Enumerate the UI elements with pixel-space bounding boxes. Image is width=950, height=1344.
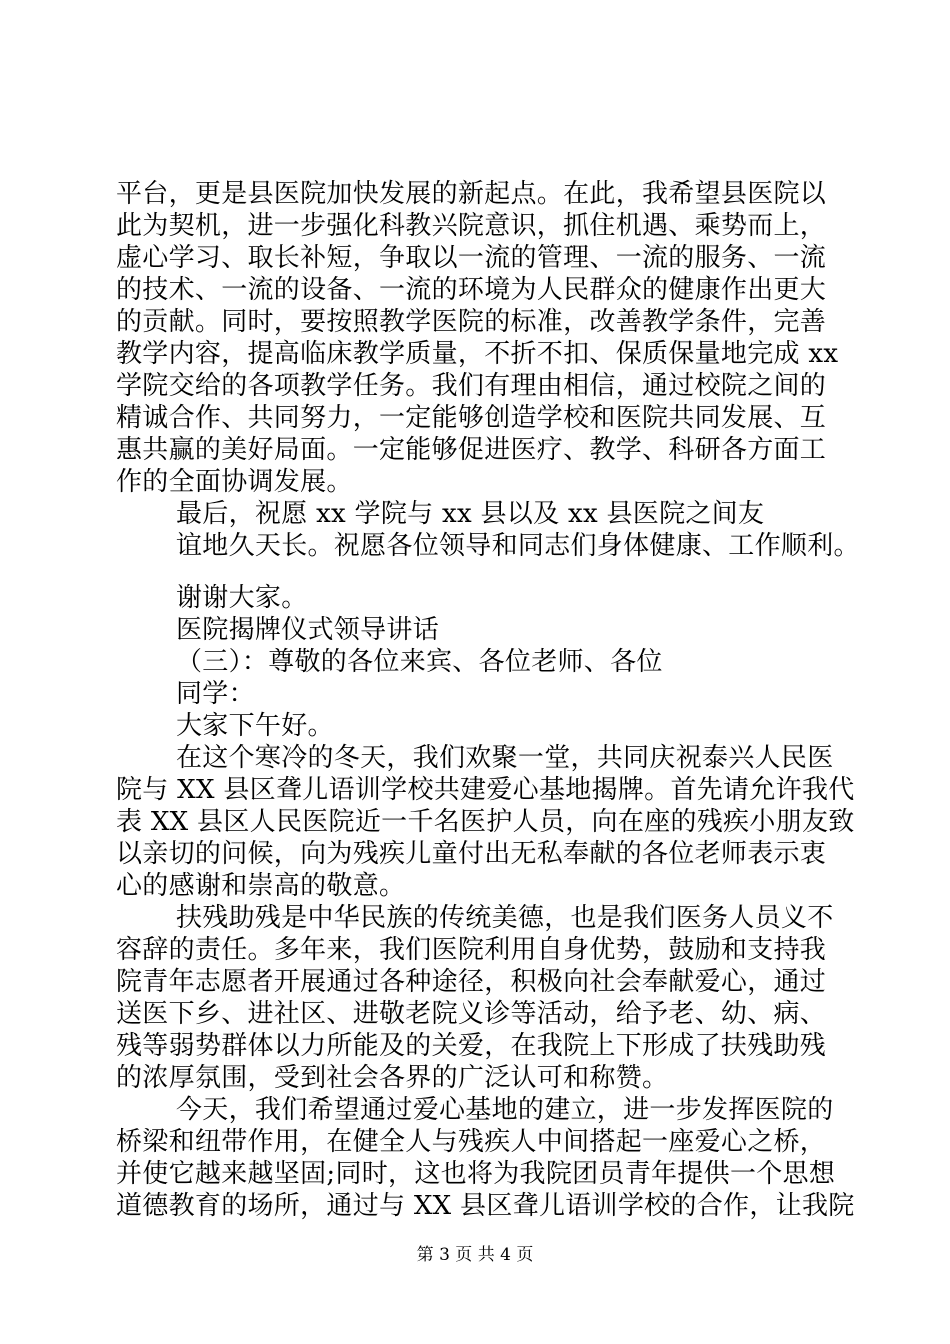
text-line: 的浓厚氛围，受到社会各界的广泛认可和称赞。 xyxy=(116,1063,669,1093)
text-line: 心的感谢和崇高的敬意。 xyxy=(116,871,406,901)
section-heading: 医院揭牌仪式领导讲话 xyxy=(176,615,440,645)
text-line: 作的全面协调发展。 xyxy=(116,467,353,497)
text-line: 的技术、一流的设备、一流的环境为人民群众的健康作出更大 xyxy=(116,275,827,305)
text-line: 送医下乡、进社区、进敬老院义诊等活动，给予老、幼、病、 xyxy=(116,999,827,1029)
text-line: 扶残助残是中华民族的传统美德，也是我们医务人员义不 xyxy=(176,903,834,933)
text-line: 以亲切的问候，向为残疾儿童付出无私奉献的各位老师表示衷 xyxy=(116,839,827,869)
text-line: 谢谢大家。 xyxy=(176,583,308,613)
text-line: 平台，更是县医院加快发展的新起点。在此，我希望县医院以 xyxy=(116,179,827,209)
text-line: 院与 XX 县区聋儿语训学校共建爱心基地揭牌。首先请允许我代 xyxy=(116,775,855,805)
text-line: 道德教育的场所，通过与 XX 县区聋儿语训学校的合作，让我院 xyxy=(116,1191,855,1221)
text-line: 虚心学习、取长补短，争取以一流的管理、一流的服务、一流 xyxy=(116,243,827,273)
text-line: 精诚合作、共同努力，一定能够创造学校和医院共同发展、互 xyxy=(116,403,827,433)
text-line: 并使它越来越坚固;同时，这也将为我院团员青年提供一个思想 xyxy=(116,1159,836,1189)
text-line: 惠共赢的美好局面。一定能够促进医疗、教学、科研各方面工 xyxy=(116,435,827,465)
text-line: 院青年志愿者开展通过各种途径，积极向社会奉献爱心，通过 xyxy=(116,967,827,997)
text-line: 今天，我们希望通过爱心基地的建立，进一步发挥医院的 xyxy=(176,1095,834,1125)
text-line: （三）：尊敬的各位来宾、各位老师、各位 xyxy=(176,647,663,677)
text-line: 残等弱势群体以力所能及的关爱，在我院上下形成了扶残助残 xyxy=(116,1031,827,1061)
text-line: 学院交给的各项教学任务。我们有理由相信，通过校院之间的 xyxy=(116,371,827,401)
text-line: 同学： xyxy=(176,679,255,709)
text-line: 最后，祝愿 xx 学院与 xx 县以及 xx 县医院之间友 xyxy=(176,499,765,529)
text-line: 表 XX 县区人民医院近一千名医护人员，向在座的残疾小朋友致 xyxy=(116,807,855,837)
text-line: 容辞的责任。多年来，我们医院利用自身优势，鼓励和支持我 xyxy=(116,935,827,965)
page-number-footer: 第 3 页 共 4 页 xyxy=(416,1245,534,1265)
text-line: 此为契机，进一步强化科教兴院意识，抓住机遇、乘势而上， xyxy=(116,211,827,241)
text-line: 在这个寒冷的冬天，我们欢聚一堂，共同庆祝泰兴人民医 xyxy=(176,743,834,773)
text-line: 教学内容，提高临床教学质量，不折不扣、保质保量地完成 xx xyxy=(116,339,839,369)
text-line: 的贡献。同时，要按照教学医院的标准，改善教学条件，完善 xyxy=(116,307,827,337)
text-line: 桥梁和纽带作用，在健全人与残疾人中间搭起一座爱心之桥， xyxy=(116,1127,827,1157)
text-line: 谊地久天长。祝愿各位领导和同志们身体健康、工作顺利。 xyxy=(176,531,860,561)
text-line: 大家下午好。 xyxy=(176,711,334,741)
